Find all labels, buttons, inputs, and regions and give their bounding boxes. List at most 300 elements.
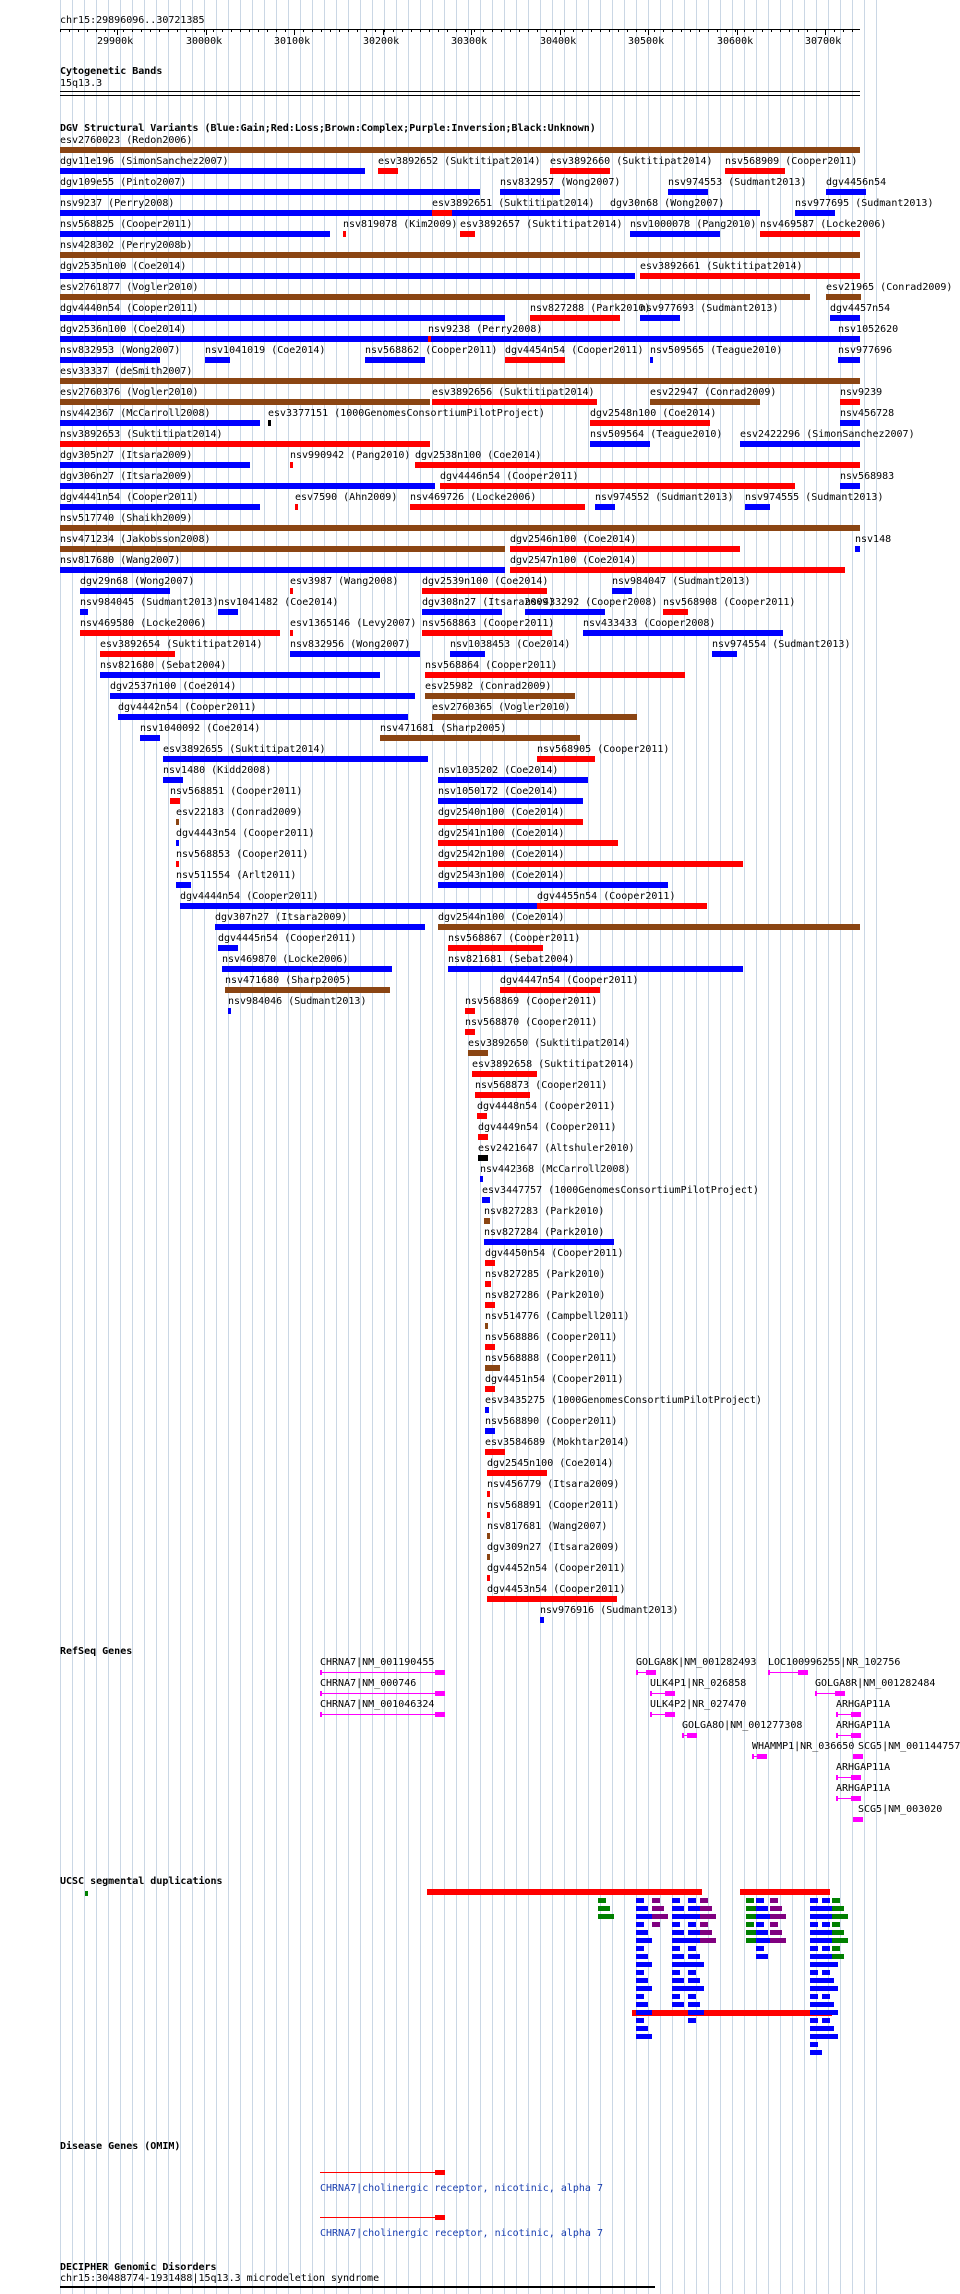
sv-label[interactable]: dgv4449n54 (Cooper2011)	[478, 1122, 617, 1133]
segdup-block[interactable]	[832, 1906, 844, 1911]
segdup-block[interactable]	[822, 2002, 834, 2007]
sv-bar[interactable]	[478, 1134, 488, 1140]
sv-label[interactable]: nsv568867 (Cooper2011)	[448, 933, 581, 944]
sv-bar[interactable]	[595, 504, 615, 510]
gene-exon[interactable]	[858, 1817, 860, 1822]
sv-label[interactable]: nsv568890 (Cooper2011)	[485, 1416, 618, 1427]
omim-gene-label[interactable]: CHRNA7|cholinergic receptor, nicotinic, alpha 7	[320, 2183, 603, 2194]
sv-bar[interactable]	[438, 798, 583, 804]
sv-bar[interactable]	[525, 609, 605, 615]
sv-label[interactable]: dgv4441n54 (Cooper2011)	[60, 492, 199, 503]
gene-label[interactable]: SCG5|NM_001144757	[858, 1741, 960, 1752]
segdup-block[interactable]	[700, 1938, 716, 1943]
sv-bar[interactable]	[60, 273, 635, 279]
sv-label[interactable]: nsv984046 (Sudmant2013)	[228, 996, 367, 1007]
sv-label[interactable]: nsv442368 (McCarroll2008)	[480, 1164, 631, 1175]
sv-bar[interactable]	[487, 1491, 490, 1497]
sv-label[interactable]: dgv2548n100 (Coe2014)	[590, 408, 717, 419]
sv-label[interactable]: dgv4452n54 (Cooper2011)	[487, 1563, 626, 1574]
segdup-block[interactable]	[672, 1906, 684, 1911]
segdup-block[interactable]	[688, 2018, 696, 2023]
sv-label[interactable]: dgv4453n54 (Cooper2011)	[487, 1584, 626, 1595]
gene-label[interactable]: GOLGA8K|NM_001282493	[636, 1657, 757, 1668]
segdup-block[interactable]	[636, 2010, 652, 2015]
sv-bar[interactable]	[485, 1449, 505, 1455]
sv-label[interactable]: nsv568905 (Cooper2011)	[537, 744, 670, 755]
sv-bar[interactable]	[485, 1407, 489, 1413]
gene-exon[interactable]	[752, 1754, 754, 1759]
segdup-block[interactable]	[672, 1930, 684, 1935]
sv-label[interactable]: nsv568825 (Cooper2011)	[60, 219, 193, 230]
sv-bar[interactable]	[487, 1554, 490, 1560]
sv-label[interactable]: nsv832957 (Wong2007)	[500, 177, 621, 188]
sv-bar[interactable]	[840, 483, 860, 489]
segdup-block[interactable]	[672, 1922, 680, 1927]
sv-bar[interactable]	[295, 504, 298, 510]
gene-label[interactable]: LOC100996255|NR_102756	[768, 1657, 901, 1668]
segdup-block[interactable]	[822, 2010, 838, 2015]
sv-label[interactable]: dgv2543n100 (Coe2014)	[438, 870, 565, 881]
sv-label[interactable]: esv3892655 (Suktitipat2014)	[163, 744, 326, 755]
segdup-block[interactable]	[810, 1954, 822, 1959]
sv-label[interactable]: dgv4445n54 (Cooper2011)	[218, 933, 357, 944]
sv-label[interactable]: nsv568864 (Cooper2011)	[425, 660, 558, 671]
sv-bar[interactable]	[170, 798, 180, 804]
sv-bar[interactable]	[485, 1344, 495, 1350]
sv-bar[interactable]	[60, 441, 430, 447]
sv-label[interactable]: nsv974555 (Sudmant2013)	[745, 492, 884, 503]
segdup-block[interactable]	[672, 1946, 680, 1951]
sv-label[interactable]: dgv2547n100 (Coe2014)	[510, 555, 637, 566]
sv-label[interactable]: esv3892661 (Suktitipat2014)	[640, 261, 803, 272]
sv-label[interactable]: esv3892651 (Suktitipat2014)	[432, 198, 595, 209]
segdup-block[interactable]	[810, 2002, 822, 2007]
gene-label[interactable]: GOLGA8O|NM_001277308	[682, 1720, 803, 1731]
gene-label[interactable]: GOLGA8R|NM_001282484	[815, 1678, 936, 1689]
sv-bar[interactable]	[438, 924, 860, 930]
segdup-block[interactable]	[700, 1906, 712, 1911]
sv-label[interactable]: dgv307n27 (Itsara2009)	[215, 912, 348, 923]
segdup-block[interactable]	[636, 1994, 644, 1999]
sv-label[interactable]: nsv568869 (Cooper2011)	[465, 996, 598, 1007]
sv-bar[interactable]	[290, 651, 420, 657]
sv-bar[interactable]	[487, 1596, 617, 1602]
sv-label[interactable]: dgv4447n54 (Cooper2011)	[500, 975, 639, 986]
sv-bar[interactable]	[176, 819, 179, 825]
segdup-block[interactable]	[688, 1954, 700, 1959]
gene-exon[interactable]	[851, 1796, 861, 1801]
sv-label[interactable]: nsv984047 (Sudmant2013)	[612, 576, 751, 587]
gene-exon[interactable]	[646, 1670, 656, 1675]
segdup-block[interactable]	[822, 1986, 838, 1991]
sv-bar[interactable]	[432, 714, 637, 720]
sv-bar[interactable]	[650, 357, 653, 363]
sv-bar[interactable]	[487, 1533, 490, 1539]
segdup-block[interactable]	[636, 1986, 652, 1991]
sv-bar[interactable]	[612, 588, 632, 594]
sv-bar[interactable]	[478, 1155, 488, 1161]
segdup-block[interactable]	[688, 2002, 700, 2007]
segdup-block[interactable]	[636, 1914, 652, 1919]
segdup-block[interactable]	[740, 1889, 830, 1895]
gene-label[interactable]: ARHGAP11A	[836, 1762, 891, 1773]
sv-label[interactable]: nsv568909 (Cooper2011)	[725, 156, 858, 167]
sv-bar[interactable]	[640, 273, 860, 279]
sv-bar[interactable]	[60, 147, 860, 153]
sv-bar[interactable]	[480, 1176, 483, 1182]
gene-exon[interactable]	[815, 1691, 817, 1696]
sv-label[interactable]: esv7590 (Ahn2009)	[295, 492, 398, 503]
sv-bar[interactable]	[100, 672, 380, 678]
sv-bar[interactable]	[432, 399, 597, 405]
sv-label[interactable]: dgv2545n100 (Coe2014)	[487, 1458, 614, 1469]
segdup-block[interactable]	[822, 1898, 830, 1903]
sv-label[interactable]: esv2760365 (Vogler2010)	[432, 702, 571, 713]
sv-label[interactable]: esv3892652 (Suktitipat2014)	[378, 156, 541, 167]
segdup-block[interactable]	[636, 1938, 652, 1943]
segdup-block[interactable]	[832, 1946, 840, 1951]
gene-exon[interactable]	[858, 1754, 860, 1759]
sv-bar[interactable]	[180, 903, 595, 909]
sv-bar[interactable]	[510, 567, 845, 573]
sv-label[interactable]: dgv308n27 (Itsara2009)	[422, 597, 555, 608]
segdup-block[interactable]	[770, 1906, 782, 1911]
sv-bar[interactable]	[465, 1029, 475, 1035]
gene-exon[interactable]	[650, 1691, 652, 1696]
segdup-block[interactable]	[636, 1962, 652, 1967]
segdup-block[interactable]	[688, 1970, 696, 1975]
sv-label[interactable]: dgv2538n100 (Coe2014)	[415, 450, 542, 461]
gene-exon[interactable]	[836, 1775, 838, 1780]
segdup-block[interactable]	[810, 2018, 818, 2023]
sv-bar[interactable]	[163, 756, 428, 762]
sv-label[interactable]: nsv456779 (Itsara2009)	[487, 1479, 620, 1490]
sv-bar[interactable]	[745, 504, 770, 510]
omim-gene-label[interactable]: CHRNA7|cholinergic receptor, nicotinic, alpha 7	[320, 2228, 603, 2239]
gene-exon[interactable]	[320, 1712, 322, 1717]
segdup-block[interactable]	[632, 2010, 832, 2016]
segdup-block[interactable]	[770, 1930, 782, 1935]
segdup-block[interactable]	[636, 1906, 648, 1911]
sv-bar[interactable]	[482, 1197, 490, 1203]
sv-bar[interactable]	[795, 210, 835, 216]
sv-bar[interactable]	[855, 546, 860, 552]
sv-label[interactable]: nsv433433 (Cooper2008)	[583, 618, 716, 629]
segdup-block[interactable]	[598, 1914, 614, 1919]
sv-label[interactable]: esv3892650 (Suktitipat2014)	[468, 1038, 631, 1049]
sv-label[interactable]: nsv1041019 (Coe2014)	[205, 345, 326, 356]
segdup-block[interactable]	[652, 1914, 668, 1919]
segdup-block[interactable]	[688, 1930, 700, 1935]
sv-bar[interactable]	[218, 945, 238, 951]
sv-label[interactable]: esv3584689 (Mokhtar2014)	[485, 1437, 630, 1448]
sv-bar[interactable]	[475, 1092, 530, 1098]
sv-bar[interactable]	[840, 399, 860, 405]
sv-bar[interactable]	[740, 441, 860, 447]
gene-label[interactable]: CHRNA7|NM_001190455	[320, 1657, 435, 1668]
segdup-block[interactable]	[822, 1994, 830, 1999]
sv-label[interactable]: dgv2539n100 (Coe2014)	[422, 576, 549, 587]
segdup-block[interactable]	[672, 1986, 688, 1991]
segdup-block[interactable]	[756, 1922, 764, 1927]
sv-label[interactable]: dgv4455n54 (Cooper2011)	[537, 891, 676, 902]
sv-label[interactable]: esv3892660 (Suktitipat2014)	[550, 156, 713, 167]
gene-exon[interactable]	[851, 1733, 861, 1738]
sv-label[interactable]: dgv2541n100 (Coe2014)	[438, 828, 565, 839]
sv-bar[interactable]	[228, 1008, 231, 1014]
sv-label[interactable]: nsv819078 (Kim2009)	[343, 219, 458, 230]
sv-label[interactable]: nsv471234 (Jakobsson2008)	[60, 534, 211, 545]
sv-bar[interactable]	[118, 714, 408, 720]
segdup-block[interactable]	[672, 1898, 680, 1903]
sv-bar[interactable]	[422, 609, 502, 615]
segdup-block[interactable]	[756, 1898, 764, 1903]
sv-label[interactable]: esv22183 (Conrad2009)	[176, 807, 303, 818]
sv-bar[interactable]	[60, 567, 505, 573]
sv-bar[interactable]	[428, 336, 431, 342]
sv-label[interactable]: nsv433292 (Cooper2008)	[525, 597, 658, 608]
sv-bar[interactable]	[487, 1575, 490, 1581]
sv-label[interactable]: nsv827285 (Park2010)	[485, 1269, 606, 1280]
segdup-block[interactable]	[598, 1898, 606, 1903]
gene-label[interactable]: ULK4P2|NR_027470	[650, 1699, 747, 1710]
sv-label[interactable]: nsv976916 (Sudmant2013)	[540, 1605, 679, 1616]
sv-label[interactable]: nsv428302 (Perry2008b)	[60, 240, 193, 251]
sv-label[interactable]: esv2421647 (Altshuler2010)	[478, 1143, 635, 1154]
sv-label[interactable]: nsv469870 (Locke2006)	[222, 954, 349, 965]
gene-exon[interactable]	[650, 1712, 652, 1717]
sv-label[interactable]: nsv1040092 (Coe2014)	[140, 723, 261, 734]
sv-label[interactable]: dgv4444n54 (Cooper2011)	[180, 891, 319, 902]
sv-bar[interactable]	[465, 1008, 475, 1014]
segdup-block[interactable]	[688, 1994, 696, 1999]
omim-gene-exon[interactable]	[435, 2215, 445, 2220]
sv-label[interactable]: dgv2536n100 (Coe2014)	[60, 324, 187, 335]
sv-label[interactable]: nsv1041482 (Coe2014)	[218, 597, 339, 608]
sv-label[interactable]: dgv109e55 (Pinto2007)	[60, 177, 187, 188]
gene-label[interactable]: ARHGAP11A	[836, 1699, 891, 1710]
sv-bar[interactable]	[60, 252, 860, 258]
segdup-block[interactable]	[822, 1970, 830, 1975]
sv-label[interactable]: nsv9237 (Perry2008)	[60, 198, 175, 209]
sv-bar[interactable]	[60, 462, 250, 468]
sv-bar[interactable]	[440, 483, 795, 489]
sv-label[interactable]: nsv832956 (Wong2007)	[290, 639, 411, 650]
segdup-block[interactable]	[672, 1978, 684, 1983]
sv-label[interactable]: dgv4440n54 (Cooper2011)	[60, 303, 199, 314]
segdup-block[interactable]	[822, 1962, 838, 1967]
sv-label[interactable]: dgv4442n54 (Cooper2011)	[118, 702, 257, 713]
segdup-block[interactable]	[822, 1978, 834, 1983]
segdup-block[interactable]	[85, 1891, 88, 1896]
segdup-block[interactable]	[746, 1898, 754, 1903]
gene-label[interactable]: ARHGAP11A	[836, 1783, 891, 1794]
sv-label[interactable]: nsv1035202 (Coe2014)	[438, 765, 559, 776]
sv-bar[interactable]	[663, 609, 688, 615]
sv-bar[interactable]	[60, 546, 505, 552]
sv-bar[interactable]	[422, 588, 547, 594]
sv-label[interactable]: nsv568886 (Cooper2011)	[485, 1332, 618, 1343]
sv-label[interactable]: nsv3892653 (Suktitipat2014)	[60, 429, 223, 440]
sv-bar[interactable]	[60, 483, 435, 489]
segdup-block[interactable]	[770, 1898, 778, 1903]
sv-bar[interactable]	[448, 966, 743, 972]
sv-label[interactable]: nsv990942 (Pang2010)	[290, 450, 411, 461]
segdup-block[interactable]	[598, 1906, 610, 1911]
segdup-block[interactable]	[636, 1922, 644, 1927]
segdup-block[interactable]	[770, 1922, 778, 1927]
sv-bar[interactable]	[487, 1470, 547, 1476]
gene-exon[interactable]	[665, 1691, 675, 1696]
segdup-block[interactable]	[636, 2026, 648, 2031]
omim-gene-line[interactable]	[320, 2172, 445, 2173]
sv-bar[interactable]	[640, 315, 680, 321]
sv-label[interactable]: esv3892654 (Suktitipat2014)	[100, 639, 263, 650]
sv-bar[interactable]	[80, 609, 88, 615]
segdup-block[interactable]	[672, 1914, 688, 1919]
sv-label[interactable]: nsv974552 (Sudmant2013)	[595, 492, 734, 503]
gene-label[interactable]: ARHGAP11A	[836, 1720, 891, 1731]
sv-label[interactable]: nsv511554 (Arlt2011)	[176, 870, 297, 881]
segdup-block[interactable]	[636, 1898, 644, 1903]
sv-bar[interactable]	[425, 672, 685, 678]
sv-label[interactable]: nsv977696	[838, 345, 893, 356]
sv-bar[interactable]	[485, 1260, 495, 1266]
sv-bar[interactable]	[500, 987, 600, 993]
segdup-block[interactable]	[770, 1914, 786, 1919]
sv-bar[interactable]	[60, 315, 505, 321]
sv-bar[interactable]	[438, 777, 588, 783]
sv-bar[interactable]	[826, 189, 866, 195]
sv-bar[interactable]	[450, 651, 485, 657]
sv-bar[interactable]	[830, 315, 860, 321]
sv-label[interactable]: nsv974553 (Sudmant2013)	[668, 177, 807, 188]
segdup-block[interactable]	[822, 2018, 830, 2023]
sv-bar[interactable]	[60, 420, 260, 426]
gene-exon[interactable]	[435, 1712, 445, 1717]
gene-label[interactable]: CHRNA7|NM_000746	[320, 1678, 417, 1689]
sv-label[interactable]: dgv29n68 (Wong2007)	[80, 576, 195, 587]
gene-exon[interactable]	[435, 1670, 445, 1675]
sv-bar[interactable]	[484, 1218, 490, 1224]
sv-bar[interactable]	[60, 189, 480, 195]
segdup-block[interactable]	[672, 1994, 680, 1999]
sv-bar[interactable]	[110, 693, 415, 699]
sv-label[interactable]: esv3987 (Wang2008)	[290, 576, 399, 587]
sv-bar[interactable]	[268, 420, 271, 426]
sv-bar[interactable]	[218, 609, 238, 615]
sv-label[interactable]: nsv568891 (Cooper2011)	[487, 1500, 620, 1511]
sv-label[interactable]: dgv4450n54 (Cooper2011)	[485, 1248, 624, 1259]
sv-bar[interactable]	[422, 630, 552, 636]
sv-label[interactable]: nsv817680 (Wang2007)	[60, 555, 181, 566]
sv-bar[interactable]	[438, 819, 583, 825]
gene-exon[interactable]	[682, 1733, 684, 1738]
segdup-block[interactable]	[636, 1930, 648, 1935]
segdup-block[interactable]	[810, 2050, 822, 2055]
sv-bar[interactable]	[290, 630, 293, 636]
sv-bar[interactable]	[438, 840, 618, 846]
sv-label[interactable]: nsv827283 (Park2010)	[484, 1206, 605, 1217]
sv-bar[interactable]	[760, 231, 860, 237]
segdup-block[interactable]	[810, 1930, 822, 1935]
sv-bar[interactable]	[485, 1302, 495, 1308]
segdup-block[interactable]	[832, 1922, 840, 1927]
omim-gene-line[interactable]	[320, 2217, 445, 2218]
gene-exon[interactable]	[435, 1691, 445, 1696]
gene-exon[interactable]	[836, 1712, 838, 1717]
sv-bar[interactable]	[485, 1365, 500, 1371]
sv-bar[interactable]	[60, 294, 810, 300]
segdup-block[interactable]	[700, 1914, 716, 1919]
segdup-block[interactable]	[700, 1930, 712, 1935]
segdup-block[interactable]	[756, 1930, 768, 1935]
sv-label[interactable]: nsv984045 (Sudmant2013)	[80, 597, 219, 608]
sv-label[interactable]: dgv309n27 (Itsara2009)	[487, 1542, 620, 1553]
segdup-block[interactable]	[672, 1962, 688, 1967]
segdup-block[interactable]	[688, 1922, 696, 1927]
sv-label[interactable]: nsv469587 (Locke2006)	[760, 219, 887, 230]
segdup-block[interactable]	[688, 1962, 704, 1967]
sv-label[interactable]: dgv305n27 (Itsara2009)	[60, 450, 193, 461]
sv-label[interactable]: nsv9239	[840, 387, 883, 398]
sv-bar[interactable]	[432, 210, 452, 216]
sv-label[interactable]: nsv568888 (Cooper2011)	[485, 1353, 618, 1364]
sv-label[interactable]: nsv469580 (Locke2006)	[80, 618, 207, 629]
segdup-block[interactable]	[822, 1922, 830, 1927]
sv-bar[interactable]	[176, 861, 179, 867]
sv-label[interactable]: nsv568873 (Cooper2011)	[475, 1080, 608, 1091]
sv-label[interactable]: nsv568870 (Cooper2011)	[465, 1017, 598, 1028]
sv-bar[interactable]	[630, 231, 720, 237]
sv-bar[interactable]	[176, 840, 179, 846]
sv-bar[interactable]	[415, 462, 860, 468]
segdup-block[interactable]	[810, 1898, 818, 1903]
sv-label[interactable]: dgv4446n54 (Cooper2011)	[440, 471, 579, 482]
sv-bar[interactable]	[468, 1050, 488, 1056]
segdup-block[interactable]	[636, 2018, 644, 2023]
segdup-block[interactable]	[652, 1922, 660, 1927]
segdup-block[interactable]	[688, 1986, 704, 1991]
sv-bar[interactable]	[222, 966, 392, 972]
segdup-block[interactable]	[688, 1906, 700, 1911]
gene-exon[interactable]	[687, 1733, 697, 1738]
sv-label[interactable]: dgv2537n100 (Coe2014)	[110, 681, 237, 692]
sv-bar[interactable]	[60, 504, 260, 510]
sv-bar[interactable]	[838, 357, 860, 363]
gene-label[interactable]: ULK4P1|NR_026858	[650, 1678, 747, 1689]
sv-bar[interactable]	[484, 1239, 614, 1245]
sv-bar[interactable]	[365, 357, 425, 363]
gene-exon[interactable]	[636, 1670, 638, 1675]
sv-label[interactable]: nsv977693 (Sudmant2013)	[640, 303, 779, 314]
sv-label[interactable]: nsv568863 (Cooper2011)	[422, 618, 555, 629]
sv-label[interactable]: dgv2544n100 (Coe2014)	[438, 912, 565, 923]
sv-bar[interactable]	[505, 357, 565, 363]
segdup-block[interactable]	[636, 1970, 644, 1975]
sv-label[interactable]: nsv148	[855, 534, 892, 545]
sv-label[interactable]: esv2760376 (Vogler2010)	[60, 387, 199, 398]
sv-label[interactable]: esv2760023 (Redon2006)	[60, 135, 193, 146]
segdup-block[interactable]	[770, 1938, 786, 1943]
sv-label[interactable]: dgv4448n54 (Cooper2011)	[477, 1101, 616, 1112]
sv-label[interactable]: nsv832953 (Wong2007)	[60, 345, 181, 356]
segdup-block[interactable]	[672, 1970, 680, 1975]
gene-label[interactable]: WHAMMP1|NR_036650	[752, 1741, 855, 1752]
sv-bar[interactable]	[725, 168, 785, 174]
sv-bar[interactable]	[60, 231, 330, 237]
sv-bar[interactable]	[290, 588, 293, 594]
